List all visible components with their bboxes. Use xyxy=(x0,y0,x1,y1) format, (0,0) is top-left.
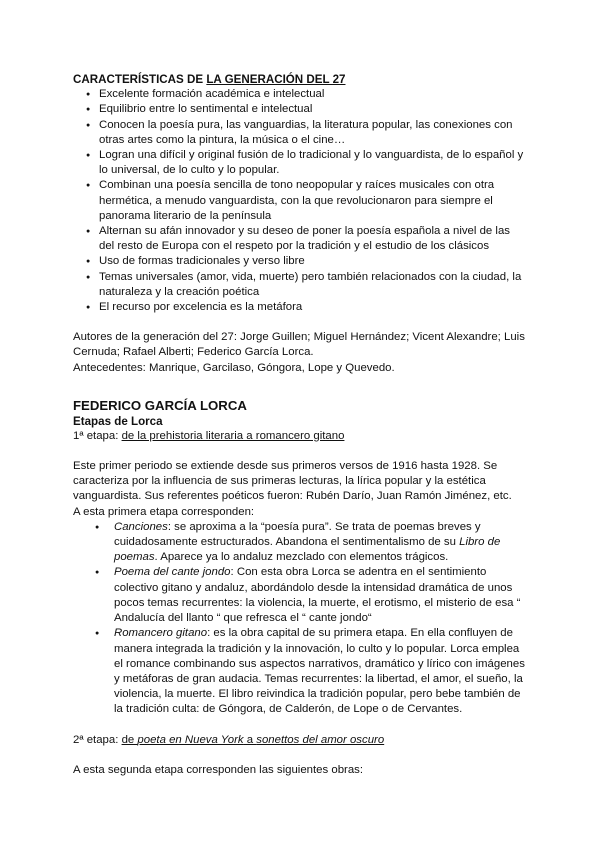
cante-jondo-title: Poema del cante jondo xyxy=(114,566,231,579)
list-item: ● Combinan una poesía sencilla de tono neopopular y raíces musicales con otra hermética, a menudo vanguardista, con la que revolucionaron para siempre el panorama literario de la península xyxy=(73,178,525,224)
list-item-canciones xyxy=(93,520,525,566)
gen27-characteristics-list xyxy=(73,87,525,315)
canciones-reference: Libro de poemas xyxy=(114,536,501,564)
list-item: ● Excelente formación académica e intelectual xyxy=(73,87,525,102)
autores-paragraph: Autores de la generación del 27: Jorge Guillen; Miguel Hernández; Vicent Alexandre; Luis Cernuda; Rafael Alberti; Federico García Lorca. xyxy=(73,331,525,359)
gen27-heading xyxy=(73,72,525,87)
list-item-cante-jondo xyxy=(93,565,525,626)
list-item-romancero xyxy=(93,626,525,717)
gen27-heading-underlined: LA GENERACIÓN DEL 27 xyxy=(206,73,346,86)
romancero-title: Romancero gitano xyxy=(114,627,208,640)
romancero-text: : es la obra capital de su primera etapa. En ella confluyen de manera integrada la tradición y la innovación, lo culto y lo popular. Lorca emplea el romance combinando sus aspectos narrativos, dramático y lírico con imágenes y metáforas de gran audacia. Temas recurrentes: la libertad, el amor, el sueño, la violencia, la muerte. El libro reivindica la tradición popular, pero bebe también de la tradición culta: de Góngora, de Calderón, de Lope o de Cervantes. xyxy=(114,627,525,716)
etapa2-heading xyxy=(73,733,525,748)
etapa2-title-c: a xyxy=(243,733,257,746)
etapa2-title-b: poeta en Nueva York xyxy=(137,733,244,746)
list-item: ● Conocen la poesía pura, las vanguardias, la literatura popular, las conexiones con otras artes como la pintura, la música o el cine… xyxy=(73,118,525,148)
lorca-subheading: Etapas de Lorca xyxy=(73,414,163,428)
etapa2-label: 2ª etapa: xyxy=(73,733,122,746)
cante-jondo-text: : Con esta obra Lorca se adentra en el sentimiento colectivo gitano y andaluz, abordándolo desde la intensidad dramática de unos pocos temas recurrentes: la violencia, la muerte, el erotismo, el misterio de esa “ Andalucía del llanto “ que refresca el “ cante jondo“ xyxy=(114,566,521,625)
etapa1-label: 1ª etapa: xyxy=(73,429,122,442)
etapa2-intro: A esta segunda etapa corresponden las siguientes obras: xyxy=(73,763,364,776)
gen27-heading-prefix: CARACTERÍSTICAS DE xyxy=(73,73,207,86)
list-item: ● Temas universales (amor, vida, muerte) pero también relacionados con la ciudad, la naturaleza y la creación poética xyxy=(73,270,525,300)
list-item: ● El recurso por excelencia es la metáfora xyxy=(73,300,525,315)
etapa1-intro: Este primer periodo se extiende desde sus primeros versos de 1916 hasta 1928. Se caracteriza por la influencia de sus primeras lecturas, la lírica popular y la estética vanguardista. Sus referentes poéticos fueron: Rubén Darío, Juan Ramón Jiménez, etc. xyxy=(73,460,512,503)
canciones-title: Canciones xyxy=(114,520,168,533)
list-item: ● Alternan su afán innovador y su deseo de poner la poesía española a nivel de las del resto de Europa con el respeto por la tradición y el estudio de los clásicos xyxy=(73,224,525,254)
canciones-text-b: . Aparece ya lo andaluz mezclado con elementos trágicos. xyxy=(154,551,449,564)
list-item: ● Uso de formas tradicionales y verso libre xyxy=(73,254,525,269)
etapa2-title-d: sonettos del amor oscuro xyxy=(256,733,385,746)
lorca-heading: FEDERICO GARCÍA LORCA xyxy=(73,397,247,413)
antecedentes-paragraph: Antecedentes: Manrique, Garcilaso, Góngora, Lope y Quevedo. xyxy=(73,361,395,374)
etapa1-works-list xyxy=(73,520,525,718)
etapa1-title: de la prehistoria literaria a romancero gitano xyxy=(121,429,345,442)
document-content xyxy=(73,72,525,778)
list-item: ● Equilibrio entre lo sentimental e intelectual xyxy=(73,102,525,117)
etapa2-title-a: de xyxy=(121,733,138,746)
list-item: ● Logran una difícil y original fusión de lo tradicional y lo vanguardista, de lo español y lo universal, de lo culto y lo popular. xyxy=(73,148,525,178)
etapa1-corresponden: A esta primera etapa corresponden: xyxy=(73,505,255,518)
canciones-text-a: : se aproxima a la “poesía pura”. Se trata de poemas breves y cuidadosamente estructurados. Abandona el sentimentalismo de su xyxy=(114,520,481,549)
etapa1-heading xyxy=(73,429,525,444)
